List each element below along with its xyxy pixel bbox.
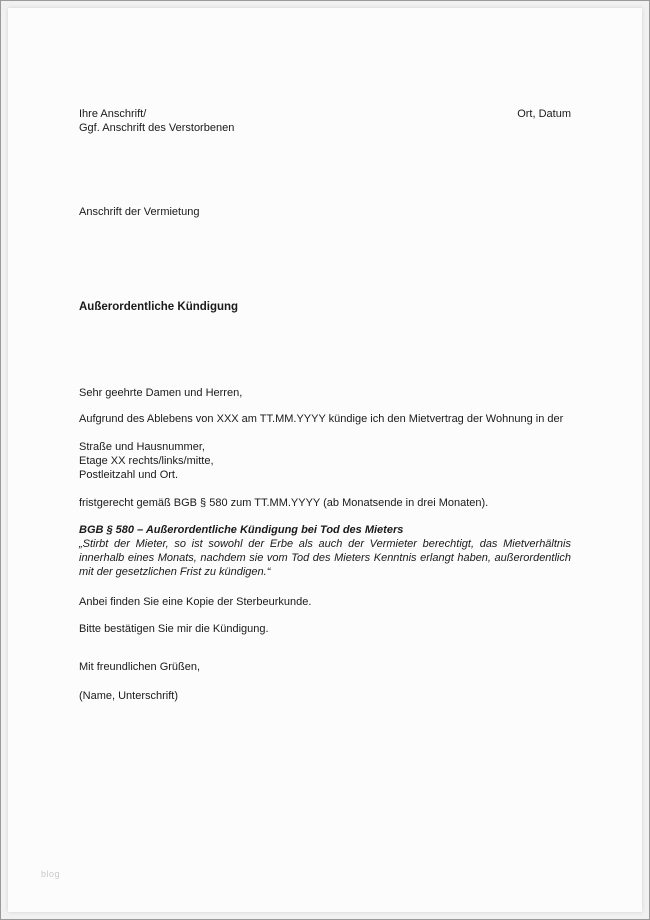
sender-address-block xyxy=(79,107,234,135)
signature-placeholder: (Name, Unterschrift) xyxy=(79,690,179,702)
body-paragraph-1: Aufgrund des Ablebens von XXX am TT.MM.YYYY kündige ich den Mietvertrag der Wohnung in der xyxy=(79,413,564,425)
subject-line: Außerordentliche Kündigung xyxy=(79,301,239,313)
salutation: Sehr geehrte Damen und Herren, xyxy=(79,387,243,399)
property-address-line-2: Etage XX rechts/links/mitte, xyxy=(79,455,214,467)
sender-address-line-1: Ihre Anschrift/ xyxy=(79,108,147,120)
law-citation-quote: „Stirbt der Mieter, so ist sowohl der Erbe als auch der Vermieter berechtigt, das Mietverhältnis innerhalb eines Monats, nachdem sie vom Tod des Mieters Kenntnis erlangt haben, außerordentlich mit der gesetzlichen Frist zu kündigen.“ xyxy=(79,538,571,578)
letter-content xyxy=(79,107,571,703)
closing-line: Mit freundlichen Grüßen, xyxy=(79,661,201,673)
watermark-text: blog xyxy=(41,869,61,879)
place-date-line: Ort, Datum xyxy=(517,108,571,120)
property-address-block xyxy=(79,440,571,482)
property-address-line-1: Straße und Hausnummer, xyxy=(79,441,205,453)
sender-address-line-2: Ggf. Anschrift des Verstorbenen xyxy=(79,122,235,134)
body-paragraph-2: fristgerecht gemäß BGB § 580 zum TT.MM.YYYY (ab Monatsende in drei Monaten). xyxy=(79,497,489,509)
law-citation-heading: BGB § 580 – Außerordentliche Kündigung bei Tod des Mieters xyxy=(79,524,404,536)
letter-header xyxy=(79,107,571,135)
body-paragraph-3: Anbei finden Sie eine Kopie der Sterbeurkunde. xyxy=(79,596,312,608)
letter-page xyxy=(8,8,642,912)
property-address-line-3: Postleitzahl und Ort. xyxy=(79,469,179,481)
recipient-address: Anschrift der Vermietung xyxy=(79,206,200,218)
body-paragraph-4: Bitte bestätigen Sie mir die Kündigung. xyxy=(79,623,269,635)
